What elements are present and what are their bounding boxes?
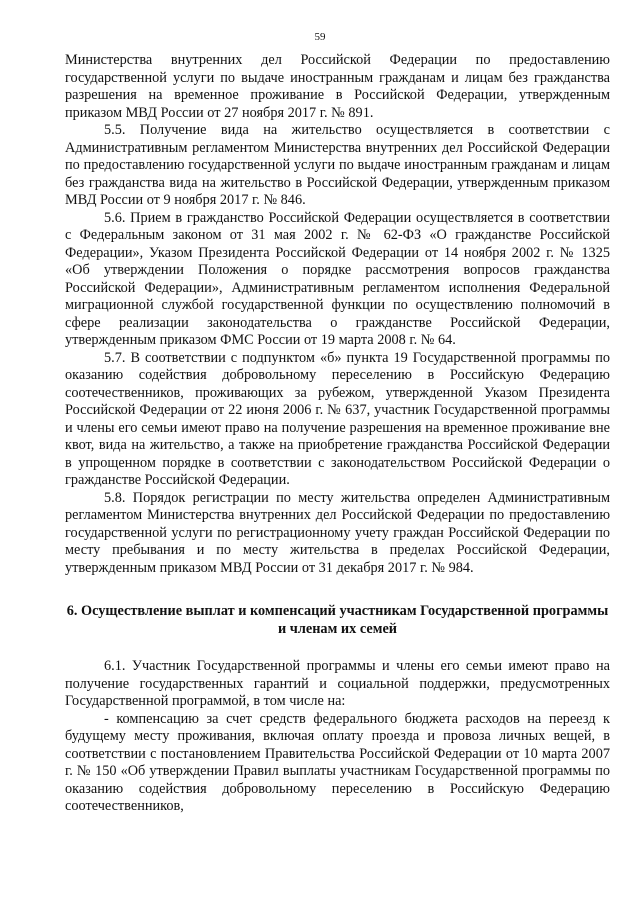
paragraph-5-6: 5.6. Прием в гражданство Российской Федерации осуществляется в соответствии с Федеральным законом от 31 мая 2002 г. № 62-ФЗ «О гражданстве Российской Федерации», Указом Президента Российской Федерации от 14 ноября 2002 г. № 1325 «Об утверждении Положения о порядке рассмотрения вопросов гражданства Российской Федерации», Административным регламентом исполнения Федеральной миграционной службой государственной функции по осуществлению полномочий в сфере реализации законодательства о гражданстве Российской Федерации, утвержденным приказом ФМС России от 19 марта 2008 г. № 64. xyxy=(65,209,610,348)
document-body xyxy=(65,52,610,816)
page-number: 59 xyxy=(314,31,326,43)
paragraph-6-1: 6.1. Участник Государственной программы и члены его семьи имеют право на получение государственных гарантий и социальной поддержки, предусмотренных Государственной программой, в том числе на: xyxy=(65,658,610,709)
paragraph-5-8: 5.8. Порядок регистрации по месту жительства определен Административным регламентом Министерства внутренних дел Российской Федерации по предоставлению государственной услуги по регистрационному учету граждан Российской Федерации по месту пребывания и по месту жительства в пределах Российской Федерации, утвержденным приказом МВД России от 31 декабря 2017 г. № 984. xyxy=(65,489,610,576)
paragraph-5-7: 5.7. В соответствии с подпунктом «б» пункта 19 Государственной программы по оказанию содействия добровольному переселению в Российскую Федерацию соотечественников, проживающих за рубежом, утвержденной Указом Президента Российской Федерации от 22 июня 2006 г. № 637, участник Государственной программы и члены его семьи имеют право на получение разрешения на временное проживание вне квот, вида на жительство, а также на приобретение гражданства Российской Федерации в упрощенном порядке в соответствии с законодательством Российской Федерации о гражданстве Российской Федерации. xyxy=(65,349,610,488)
paragraph-continuation: Министерства внутренних дел Российской Федерации по предоставлению государственной услуги по выдаче иностранным гражданам и лицам без гражданства разрешения на временное проживание в Российской Федерации, утвержденным приказом МВД России от 27 ноября 2017 г. № 891. xyxy=(65,52,610,121)
paragraph-5-5: 5.5. Получение вида на жительство осуществляется в соответствии с Административным регламентом Министерства внутренних дел Российской Федерации по предоставлению государственной услуги по выдаче иностранным гражданам и лицам без гражданства вида на жительство в Российской Федерации, утвержденным приказом МВД России от 9 ноября 2017 г. № 846. xyxy=(65,122,610,208)
section-heading: 6. Осуществление выплат и компенсаций участникам Государственной программы и членам их семей xyxy=(66,603,609,637)
list-item-compensation: - компенсацию за счет средств федерального бюджета расходов на переезд к будущему месту проживания, включая оплату проезда и провоза личных вещей, в соответствии с постановлением Правительства Российской Федерации от 10 марта 2007 г. № 150 «Об утверждении Правил выплаты участникам Государственной программы по оказанию содействия добровольному переселению в Российскую Федерацию соотечественников, xyxy=(65,710,610,814)
